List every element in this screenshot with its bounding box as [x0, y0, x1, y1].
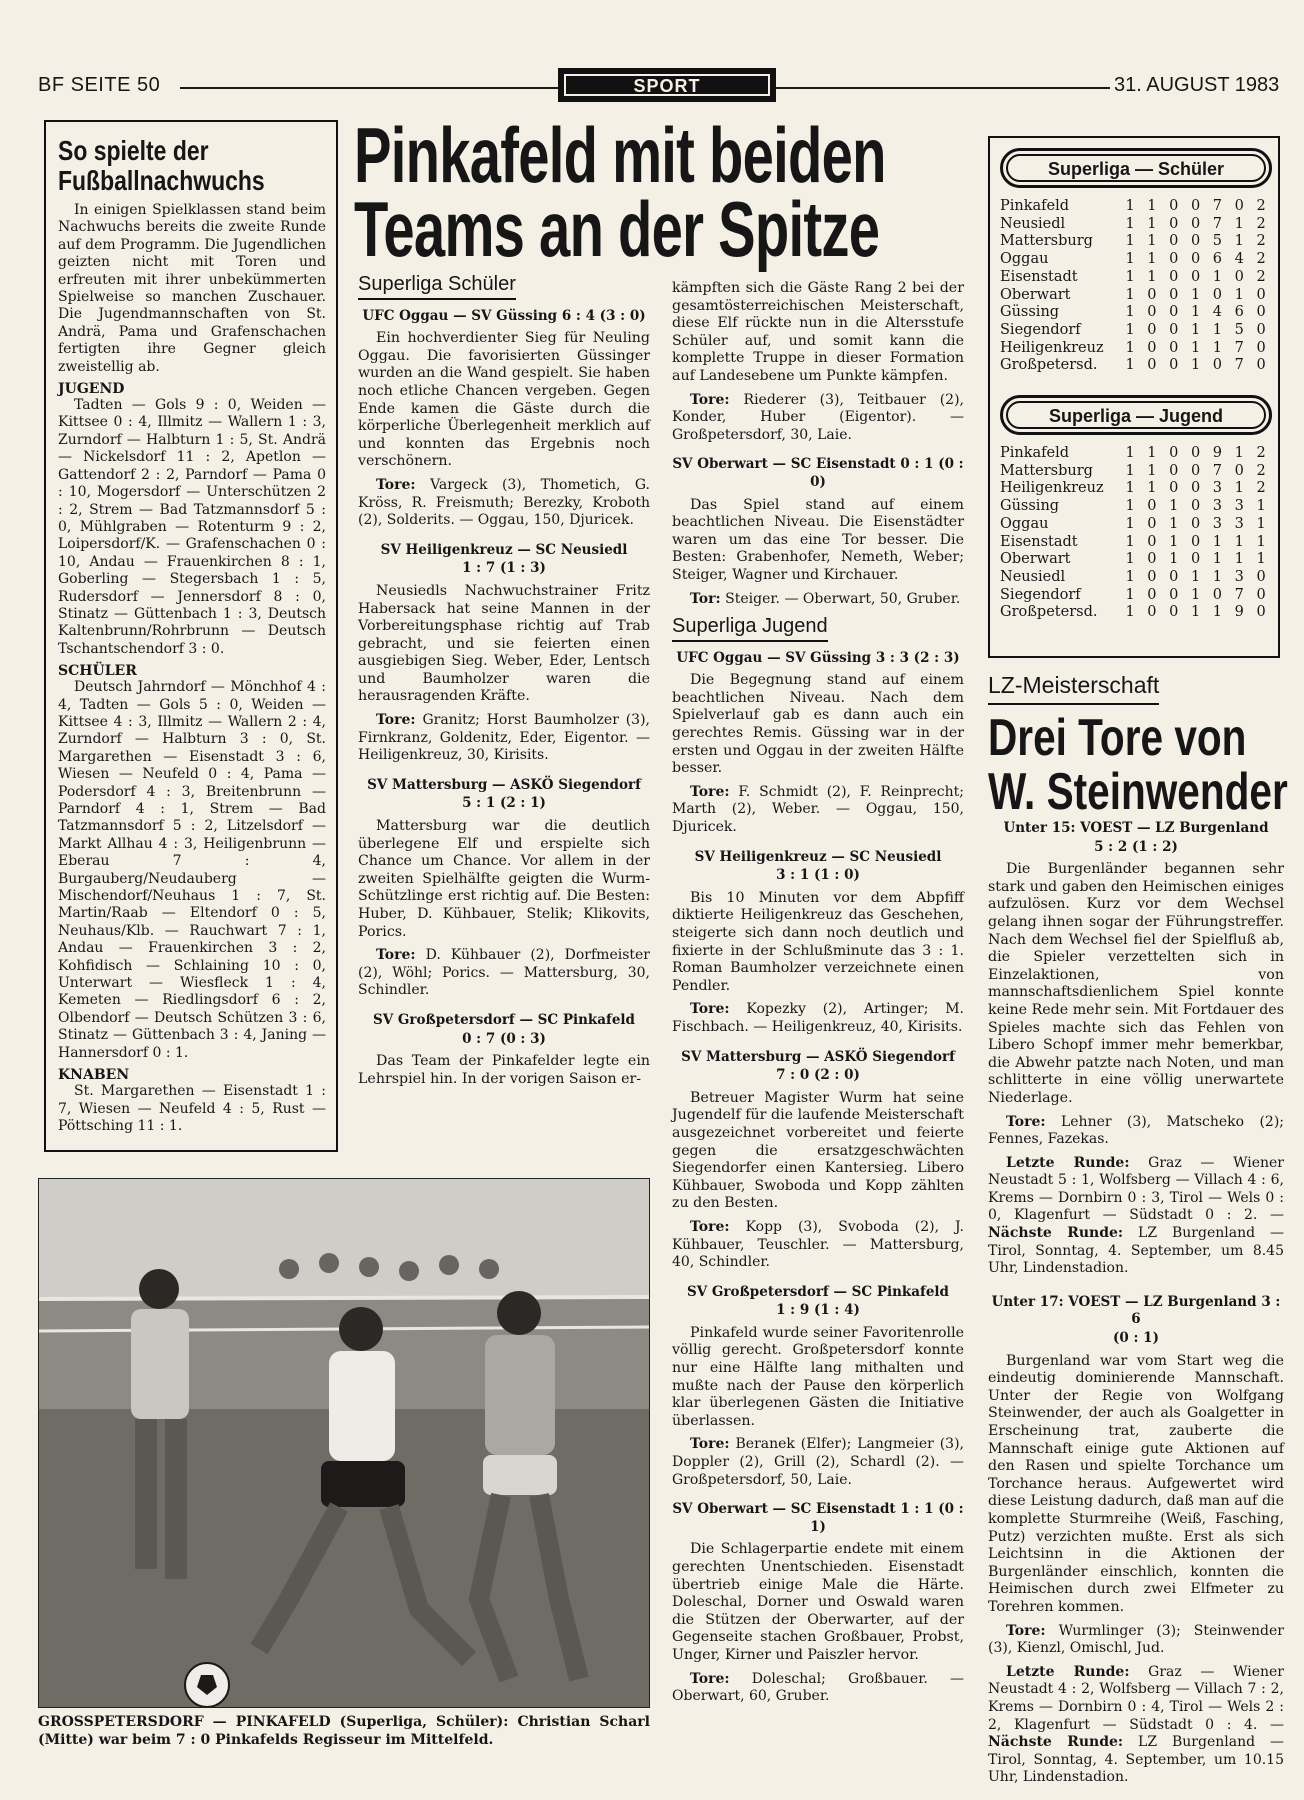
stat-cell: 0 — [1234, 198, 1244, 214]
stat-cell: 4 — [1234, 251, 1244, 268]
stat-cell: 1 — [1125, 445, 1135, 462]
standings-row — [1000, 534, 1272, 552]
issue-date: 31. AUGUST 1983 — [1114, 74, 1280, 96]
stat-cell: 3 — [1212, 480, 1223, 497]
stat-cell: 1 — [1125, 498, 1135, 515]
team-name: Siegendorf — [1000, 321, 1081, 338]
stat-cell: 0 — [1169, 604, 1179, 621]
lz-u17-scorers: Tore: Wurmlinger (3); Steinwender (3), Kienzl, Omischl, Jud. — [988, 1622, 1284, 1657]
stat-cell: 1 — [1147, 233, 1157, 250]
match-scorers: Tore: D. Kühbauer (2), Dorfmeister (2), Wöhl; Porics. — Mattersburg, 30, Schindler. — [358, 947, 650, 999]
team-name: Oberwart — [1000, 286, 1071, 303]
stat-cell: 0 — [1169, 251, 1179, 268]
stat-cell: 1 — [1256, 533, 1266, 550]
stat-cell: 7 — [1212, 198, 1223, 214]
stat-cell: 0 — [1169, 462, 1179, 479]
stat-cell: 0 — [1147, 533, 1157, 550]
stat-cell: 1 — [1234, 551, 1244, 568]
stat-cell: 0 — [1190, 533, 1201, 550]
standings-row — [1000, 216, 1272, 234]
stat-cell: 2 — [1256, 233, 1266, 250]
lz-article — [988, 820, 1284, 1793]
stat-cell: 0 — [1190, 462, 1201, 479]
stat-cell: 5 — [1212, 233, 1223, 250]
stat-cell: 1 — [1190, 304, 1201, 321]
section-superliga-schueler: Superliga Schüler — [358, 276, 516, 300]
standings-row — [1000, 287, 1272, 305]
standings-row — [1000, 269, 1272, 287]
stat-cell: 1 — [1169, 498, 1179, 515]
stat-cell: 1 — [1147, 251, 1157, 268]
team-name: Oggau — [1000, 515, 1049, 532]
stat-cell: 1 — [1169, 551, 1179, 568]
lz-u15-title: Unter 15: VOEST — LZ Burgenland — [1003, 820, 1269, 836]
stat-cell: 1 — [1125, 215, 1135, 232]
stat-cell: 0 — [1169, 445, 1179, 462]
match-scorers: Tore: Beranek (Elfer); Langmeier (3), Doppler (2), Grill (2), Schardl (2). — Großpetersdorf, 50, Laie. — [672, 1436, 965, 1488]
lz-u17-title: Unter 17: VOEST — LZ Burgenland 3 : 6 — [991, 1293, 1281, 1328]
stat-cell: 0 — [1190, 445, 1201, 462]
match-report: Das Team der Pinkafelder legte ein Lehrspiel hin. In der vorigen Saison er- — [358, 1053, 650, 1087]
stat-cell: 2 — [1256, 480, 1266, 497]
stat-cell: 1 — [1125, 198, 1135, 214]
stat-cell: 0 — [1190, 251, 1201, 268]
stat-cell: 0 — [1256, 339, 1266, 356]
stat-cell: 0 — [1212, 357, 1223, 374]
match-title: SV Mattersburg — ASKÖ Siegendorf — [367, 776, 641, 793]
standings-table-jugend — [1000, 445, 1272, 622]
stat-cell: 0 — [1169, 339, 1179, 356]
schueler-label: SCHÜLER — [58, 663, 137, 680]
stat-cell: 0 — [1147, 586, 1157, 603]
stat-cell: 3 — [1234, 515, 1244, 532]
section-label: SPORT — [564, 74, 770, 96]
stat-cell: 0 — [1256, 304, 1266, 321]
header-rule-left — [180, 87, 558, 89]
stat-cell: 1 — [1125, 251, 1135, 268]
stat-cell: 3 — [1234, 498, 1244, 515]
stat-cell: 1 — [1147, 268, 1157, 285]
stat-cell: 6 — [1234, 304, 1244, 321]
lz-u17-results: Letzte Runde: Graz — Wiener Neustadt 4 : 2, Wolfsberg — Villach 7 : 2, Krems — Dornbirn 0 : 4, Tirol — Wels 2 : 2, Klagenfurt — Südstadt 0 : 4. — Nächste Runde: LZ Burgenland — Tirol, Sonntag, 4. September, um 10.15 Uhr, Lindenstadion. — [988, 1663, 1285, 1786]
standings-row — [1000, 445, 1272, 463]
stat-cell: 0 — [1212, 586, 1223, 603]
match-score: 1 : 7 (1 : 3) — [462, 560, 546, 577]
stat-cell: 1 — [1125, 304, 1135, 321]
stat-cell: 0 — [1169, 357, 1179, 374]
team-name: Oberwart — [1000, 551, 1071, 568]
stat-cell: 2 — [1256, 251, 1266, 268]
stat-cell: 5 — [1234, 321, 1244, 338]
standings-row — [1000, 480, 1272, 498]
match-title: SV Großpetersdorf — SC Pinkafeld — [686, 1283, 949, 1300]
stat-cell: 0 — [1256, 604, 1266, 621]
match-score: 1 : 9 (1 : 4) — [776, 1302, 860, 1319]
stat-cell: 0 — [1190, 551, 1201, 568]
article-column-3 — [672, 280, 964, 1712]
stat-cell: 1 — [1125, 604, 1135, 621]
stat-cell: 0 — [1190, 198, 1201, 214]
stat-cell: 1 — [1169, 533, 1179, 550]
stat-cell: 2 — [1256, 215, 1266, 232]
stat-cell: 2 — [1256, 445, 1266, 462]
match-report: Das Spiel stand auf einem beachtlichen Niveau. Die Eisenstädter waren um das eine Tor besser. Die Besten: Grabenhofer, Nemeth, Weber; Steiger, Wagner und Kirchauer. — [672, 496, 964, 583]
knaben-label: KNABEN — [58, 1067, 130, 1084]
jugend-results: Tadten — Gols 9 : 0, Weiden — Kittsee 0 : 4, Illmitz — Wallern 1 : 3, Zurndorf — Halbturn 1 : 5, St. Andrä — Nickelsdorf 11 : 2, Apetlon — Gattendorf 2 : 2, Parndorf — Pama 0 : 10, Mogersdorf — Unterschützen 2 : 2, Strem — Bad Tatzmannsdorf 5 : 0, Mühlgraben — Rotenturm 9 : 2, Loipersdorf/K. — Grafenschachen 0 : 10, Andau — Frauenkirchen 8 : 1, Goberling — Stegersbach 1 : 5, Rudersdorf — Jennersdorf 8 : 0, Stinatz — Güttenbach 1 : 3, Deutsch Kaltenbrunn/Rohrbrunn — Deutsch Tschantschendorf 3 : 0. — [58, 397, 326, 657]
match-scorers: Tore: Kopp (3), Svoboda (2), J. Kühbauer, Teuschler. — Mattersburg, 40, Schindler. — [672, 1218, 965, 1271]
stat-cell: 0 — [1147, 286, 1157, 303]
match-photo-illustration — [39, 1179, 650, 1708]
stat-cell: 1 — [1212, 268, 1223, 285]
stat-cell: 7 — [1234, 339, 1244, 356]
match-title: SV Heiligenkreuz — SC Neusiedl — [694, 848, 942, 865]
stat-cell: 6 — [1212, 251, 1223, 268]
stat-cell: 7 — [1234, 586, 1244, 603]
lz-u15-score: 5 : 2 (1 : 2) — [1094, 838, 1178, 855]
team-name: Güssing — [1000, 498, 1060, 515]
match-score: 7 : 0 (2 : 0) — [776, 1067, 860, 1084]
stat-cell: 0 — [1190, 215, 1201, 232]
stat-cell: 1 — [1147, 215, 1157, 232]
stat-cell: 0 — [1169, 586, 1179, 603]
stat-cell: 1 — [1212, 321, 1223, 338]
match-scorers: Tore: Vargeck (3), Thometich, G. Kröss, R. Freismuth; Berezky, Kroboth (2), Solderits. — Oggau, 150, Djuricek. — [358, 476, 650, 529]
stat-cell: 0 — [1234, 268, 1244, 285]
stat-cell: 1 — [1256, 498, 1266, 515]
stat-cell: 1 — [1190, 568, 1201, 585]
table-title-jugend: Superliga — Jugend — [1000, 395, 1272, 435]
lz-section-label: LZ-Meisterschaft — [988, 672, 1159, 705]
stat-cell: 0 — [1169, 568, 1179, 585]
match-report: Pinkafeld wurde seiner Favoritenrolle völlig gerecht. Großpetersdorf konnte nur eine Hälfte lang mithalten und mußte nach der Pause den körperlich klar überlegenen Gästen die Initiative überlassen. — [672, 1324, 964, 1429]
stat-cell: 0 — [1169, 480, 1179, 497]
match-photo — [38, 1178, 650, 1708]
match-report: Mattersburg war die deutlich überlegene Elf und erspielte sich Chance um Chance. Vor allem in der zweiten Spielhälfte geigten die Wurm-Schützlinge erst richtig auf. Die Besten: Huber, D. Kühbauer, Stelik; Klikovits, Porics. — [358, 818, 650, 940]
stat-cell: 1 — [1125, 321, 1135, 338]
match-scorers: Tore: F. Schmidt (2), F. Reinprecht; Marth (2), Weber. — Oggau, 150, Djuricek. — [672, 783, 964, 836]
page-number: BF SEITE 50 — [38, 74, 161, 96]
stat-cell: 0 — [1147, 339, 1157, 356]
stat-cell: 0 — [1256, 321, 1266, 338]
team-name: Neusiedl — [1000, 215, 1066, 232]
stat-cell: 1 — [1234, 215, 1244, 232]
match-report: Betreuer Magister Wurm hat seine Jugendelf für die laufende Meisterschaft ausgezeichnet vorbereitet und feierte gegen die ersatzgeschwächten Siegendorfer einen Kantersieg. Libero Kühbauer, Swoboda und Kopp zählten zu den Besten. — [672, 1089, 964, 1212]
stat-cell: 1 — [1125, 339, 1135, 356]
standings-row — [1000, 604, 1272, 622]
stat-cell: 0 — [1169, 321, 1179, 338]
lz-u15-report: Die Burgenländer begannen sehr stark und gaben den Heimischen einiges aufzulösen. Kurz vor dem Wechsel gelang ihnen sogar der Führungstreffer. Nach dem Wechsel fiel der Spielfluß ab, die Spieler verzettelten sich in Einzelaktionen, von mannschaftsdienlichem Spiel konnte keine Rede mehr sein. Mit Fortdauer des Spieles machte sich das Fehlen von Libero Schopf immer mehr bemerkbar, die Abwehr patzte nach Noten, und man schlitterte in eine völlig unerwartete Niederlage. — [988, 861, 1284, 1106]
standings-row — [1000, 340, 1272, 358]
stat-cell: 1 — [1125, 233, 1135, 250]
stat-cell: 1 — [1125, 568, 1135, 585]
stat-cell: 1 — [1125, 586, 1135, 603]
match-report-continued: kämpften sich die Gäste Rang 2 bei der gesamtösterreichischen Meisterschaft, diese Elf rückte nun in die Altersstufe Schüler auf, und somit kann die komplette Truppe in dieser Formation auf Landesebene um Punkte kämpfen. — [672, 280, 964, 384]
stat-cell: 0 — [1147, 515, 1157, 532]
match-report: Bis 10 Minuten vor dem Abpfiff diktierte Heiligenkreuz das Geschehen, steigerte sich dann noch deutlich und fixierte in der Schlußminute das 3 : 1. Roman Baumholzer verzeichnete einen Pendler. — [672, 889, 964, 994]
section-label-box — [558, 68, 776, 102]
match-report: Ein hochverdienter Sieg für Neuling Oggau. Die favorisierten Güssinger wurden an die Wand gespielt. Sie haben noch etliche Chancen vergeben. Gegen Ende kamen die Gäste durch die körperliche Überlegenheit merklich auf und konnten das Ergebnis noch verschönern. — [358, 330, 650, 470]
stat-cell: 1 — [1234, 480, 1244, 497]
stat-cell: 7 — [1234, 357, 1244, 374]
stat-cell: 7 — [1212, 215, 1223, 232]
match-scorers: Tore: Doleschal; Großbauer. — Oberwart, 60, Gruber. — [672, 1670, 964, 1705]
match-scorers: Tor: Steiger. — Oberwart, 50, Gruber. — [690, 590, 961, 607]
match-scorers: Tore: Granitz; Horst Baumholzer (3), Firnkranz, Goldenitz, Eder, Eigentor. — Heiligenkreuz, 30, Kirisits. — [358, 712, 651, 764]
header-rule-right — [776, 87, 1110, 89]
stat-cell: 0 — [1256, 286, 1266, 303]
stat-cell: 3 — [1212, 515, 1223, 532]
stat-cell: 9 — [1234, 604, 1244, 621]
match-score: 0 : 7 (0 : 3) — [462, 1030, 546, 1047]
stat-cell: 1 — [1234, 533, 1244, 550]
match-scorers: Tore: Kopezky (2), Artinger; M. Fischbach. — Heiligenkreuz, 40, Kirisits. — [672, 1001, 964, 1035]
stat-cell: 1 — [1212, 604, 1223, 621]
lz-u17-score: (0 : 1) — [1113, 1330, 1159, 1347]
stat-cell: 1 — [1147, 480, 1157, 497]
stat-cell: 1 — [1190, 321, 1201, 338]
stat-cell: 0 — [1256, 357, 1266, 374]
stat-cell: 1 — [1147, 462, 1157, 479]
team-name: Heiligenkreuz — [1000, 339, 1104, 356]
stat-cell: 1 — [1125, 551, 1135, 568]
team-name: Heiligenkreuz — [1000, 480, 1104, 497]
standings-row — [1000, 251, 1272, 269]
standings-row — [1000, 304, 1272, 322]
stat-cell: 1 — [1234, 286, 1244, 303]
stat-cell: 1 — [1190, 586, 1201, 603]
match-title: SV Oberwart — SC Eisenstadt 0 : 1 (0 : 0) — [672, 456, 964, 490]
stat-cell: 0 — [1147, 304, 1157, 321]
team-name: Eisenstadt — [1000, 533, 1078, 550]
stat-cell: 0 — [1190, 515, 1201, 532]
schueler-results: Deutsch Jahrndorf — Mönchhof 4 : 4, Tadten — Gols 5 : 0, Weiden — Kittsee 4 : 3, Illmitz — Wallern 2 : 4, Zurndorf — Halbturn 3 : 0, St. Margarethen — Eisenstadt 3 : 6, Wiesen — Neufeld 0 : 4, Pama — Podersdorf 4 : 3, Breitenbrunn — Parndorf 4 : 1, Strem — Bad Tatzmannsdorf 5 : 2, Litzelsdorf — Markt Allhau 4 : 3, Heiligenbrunn — Eberau 7 : 4, Burgauberg/Neudauberg — Mischendorf/Neuhaus 1 : 7, St. Martin/Raab — Eltendorf 0 : 5, Neuhaus/Klb. — Rauchwart 7 : 1, Andau — Frauenkirchen 3 : 2, Kohfidisch — Schlaining 10 : 0, Unterwart — Wiesfleck 1 : 4, Kemeten — Riedlingsdorf 6 : 2, Olbendorf — Deutsch Schützen 3 : 6, Stinatz — Güttenbach 3 : 4, Janing — Hannersdorf 0 : 1. — [58, 679, 326, 1061]
team-name: Pinkafeld — [1000, 198, 1070, 214]
stat-cell: 0 — [1212, 286, 1223, 303]
stat-cell: 7 — [1212, 462, 1223, 479]
stat-cell: 1 — [1125, 515, 1135, 532]
team-name: Oggau — [1000, 251, 1049, 268]
stat-cell: 0 — [1169, 268, 1179, 285]
stat-cell: 0 — [1147, 551, 1157, 568]
standings-row — [1000, 498, 1272, 516]
table-title-schueler: Superliga — Schüler — [1000, 148, 1272, 188]
standings-row — [1000, 569, 1272, 587]
stat-cell: 0 — [1190, 268, 1201, 285]
standings-row — [1000, 551, 1272, 569]
stat-cell: 0 — [1190, 233, 1201, 250]
lz-u15-scorers: Tore: Lehner (3), Matscheko (2); Fennes, Fazekas. — [988, 1113, 1284, 1148]
stat-cell: 0 — [1256, 568, 1266, 585]
section-superliga-jugend: Superliga Jugend — [672, 618, 828, 642]
stat-cell: 0 — [1169, 304, 1179, 321]
standings-table-schueler — [1000, 198, 1272, 375]
stat-cell: 0 — [1169, 233, 1179, 250]
stat-cell: 1 — [1125, 480, 1135, 497]
match-score: 5 : 1 (2 : 1) — [462, 795, 546, 812]
match-title: SV Mattersburg — ASKÖ Siegendorf — [681, 1048, 955, 1065]
stat-cell: 0 — [1190, 480, 1201, 497]
stat-cell: 0 — [1169, 215, 1179, 232]
team-name: Mattersburg — [1000, 233, 1093, 250]
stat-cell: 1 — [1147, 445, 1157, 462]
standings-row — [1000, 587, 1272, 605]
stat-cell: 1 — [1190, 357, 1201, 374]
standings-row — [1000, 233, 1272, 251]
photo-caption: GROSSPETERSDORF — PINKAFELD (Superliga, Schüler): Christian Scharl (Mitte) war beim 7 : 0 Pinkafelds Regisseur im Mittelfeld. — [38, 1714, 650, 1748]
stat-cell: 9 — [1212, 445, 1223, 462]
standings-box — [988, 136, 1280, 658]
stat-cell: 3 — [1234, 568, 1244, 585]
team-name: Güssing — [1000, 304, 1060, 321]
team-name: Neusiedl — [1000, 568, 1066, 585]
knaben-results: St. Margarethen — Eisenstadt 1 : 7, Wiesen — Neufeld 4 : 5, Rust — Pöttsching 11 : 1. — [58, 1083, 326, 1134]
lz-u17-report: Burgenland war vom Start weg die eindeutig dominierende Mannschaft. Unter der Regie von Wolfgang Steinwender, der auch als Goalgetter in Erscheinung trat, zauberte die Mannschaft einige gute Aktionen auf den Rasen und spielte Torchance um Torchance heraus. Aufgewertet wird diese Leistung dadurch, daß man auf die komplette Sturmreihe (Weiß, Fasching, Putz) verzichten mußte. Erst als sich Leichtsinn in die Aktionen der Burgenländer einschlich, konnten die Heimischen durch zwei Elfmeter zu Torehren kommen. — [988, 1352, 1284, 1615]
lz-u15-results: Letzte Runde: Graz — Wiener Neustadt 5 : 1, Wolfsberg — Villach 4 : 6, Krems — Dornbirn 0 : 3, Tirol — Wels 0 : 0, Klagenfurt — Südstadt 0 : 2. — Nächste Runde: LZ Burgenland — Tirol, Sonntag, 4. September, um 8.45 Uhr, Lindenstadion. — [988, 1154, 1285, 1277]
stat-cell: 0 — [1169, 286, 1179, 303]
article-column-2 — [358, 272, 650, 1094]
stat-cell: 1 — [1212, 533, 1223, 550]
stat-cell: 0 — [1190, 498, 1201, 515]
stat-cell: 1 — [1190, 604, 1201, 621]
stat-cell: 1 — [1212, 551, 1223, 568]
stat-cell: 0 — [1147, 321, 1157, 338]
stat-cell: 0 — [1256, 586, 1266, 603]
stat-cell: 3 — [1212, 498, 1223, 515]
stat-cell: 1 — [1125, 533, 1135, 550]
youth-box-title: So spielte der Fußballnachwuchs — [58, 135, 265, 196]
youth-results-box — [44, 120, 338, 1152]
standings-row — [1000, 463, 1272, 481]
standings-row — [1000, 198, 1272, 216]
match-title: UFC Oggau — SV Güssing 3 : 3 (2 : 3) — [676, 649, 960, 666]
standings-row — [1000, 357, 1272, 375]
match-title: SV Oberwart — SC Eisenstadt 1 : 1 (0 : 1) — [672, 1501, 964, 1535]
stat-cell: 2 — [1256, 462, 1266, 479]
match-title: SV Heiligenkreuz — SC Neusiedl — [380, 541, 628, 558]
stat-cell: 0 — [1147, 357, 1157, 374]
stat-cell: 1 — [1234, 233, 1244, 250]
stat-cell: 0 — [1147, 604, 1157, 621]
stat-cell: 4 — [1212, 304, 1223, 321]
stat-cell: 1 — [1190, 286, 1201, 303]
match-title: SV Großpetersdorf — SC Pinkafeld — [372, 1011, 635, 1028]
stat-cell: 1 — [1212, 339, 1223, 356]
team-name: Siegendorf — [1000, 586, 1081, 603]
standings-row — [1000, 322, 1272, 340]
match-report: Die Begegnung stand auf einem beachtlichen Niveau. Nach dem Spielverlauf gab es dann auch ein gerechtes Remis. Güssing war in der ersten und Oggau in der zweiten Hälfte besser. — [672, 672, 964, 777]
stat-cell: 1 — [1125, 286, 1135, 303]
stat-cell: 1 — [1256, 551, 1266, 568]
stat-cell: 1 — [1125, 462, 1135, 479]
stat-cell: 0 — [1234, 462, 1244, 479]
stat-cell: 2 — [1256, 198, 1266, 214]
stat-cell: 2 — [1256, 268, 1266, 285]
team-name: Mattersburg — [1000, 462, 1093, 479]
lz-headline: Drei Tore von W. Steinwender — [988, 709, 1288, 821]
team-name: Eisenstadt — [1000, 268, 1078, 285]
stat-cell: 1 — [1212, 568, 1223, 585]
match-title: UFC Oggau — SV Güssing 6 : 4 (3 : 0) — [362, 307, 646, 324]
match-report: Neusiedls Nachwuchstrainer Fritz Habersack hat seine Mannen in der Vorbereitungsphase richtig auf Trab gebracht, und sie feierten einen ausgiebigen Sieg. Weber, Eder, Lentsch und Baumholzer waren die herausragenden Kräfte. — [358, 582, 650, 705]
team-name: Pinkafeld — [1000, 445, 1070, 462]
lz-section — [988, 672, 1286, 819]
stat-cell: 1 — [1169, 515, 1179, 532]
stat-cell: 1 — [1190, 339, 1201, 356]
youth-intro: In einigen Spielklassen stand beim Nachwuchs bereits die zweite Runde auf dem Programm. Die Jugendlichen geizten nicht mit Toren und erfreuten mit ihrer unbekümmerten Spielweise so manchen Zuschauer. Die Jugendmannschaften von St. Andrä, Pama und Grafenschachen fertigten ihre Gegner gleich zweistellig ab. — [58, 202, 326, 375]
match-scorers: Tore: Riederer (3), Teitbauer (2), Konder, Huber (Eigentor). — Großpetersdorf, 30, Laie. — [672, 391, 965, 443]
stat-cell: 1 — [1256, 515, 1266, 532]
stat-cell: 0 — [1147, 498, 1157, 515]
team-name: Großpetersd. — [1000, 604, 1098, 621]
stat-cell: 1 — [1125, 357, 1135, 374]
main-headline: Pinkafeld mit beiden Teams an der Spitze — [354, 111, 886, 273]
match-report: Die Schlagerpartie endete mit einem gerechten Unentschieden. Eisenstadt übertrieb einige Male die Härte. Doleschal, Dorner und Oswald waren die Stützen der Oberwarter, auf der Gegenseite stachen Großbauer, Probst, Unger, Kirner und Paiszler hervor. — [672, 1541, 964, 1663]
stat-cell: 0 — [1147, 568, 1157, 585]
stat-cell: 1 — [1125, 268, 1135, 285]
stat-cell: 1 — [1234, 445, 1244, 462]
stat-cell: 1 — [1147, 198, 1157, 214]
match-score: 3 : 1 (1 : 0) — [776, 867, 860, 884]
jugend-label: JUGEND — [58, 381, 125, 398]
team-name: Großpetersd. — [1000, 357, 1098, 374]
standings-row — [1000, 516, 1272, 534]
stat-cell: 0 — [1169, 198, 1179, 214]
